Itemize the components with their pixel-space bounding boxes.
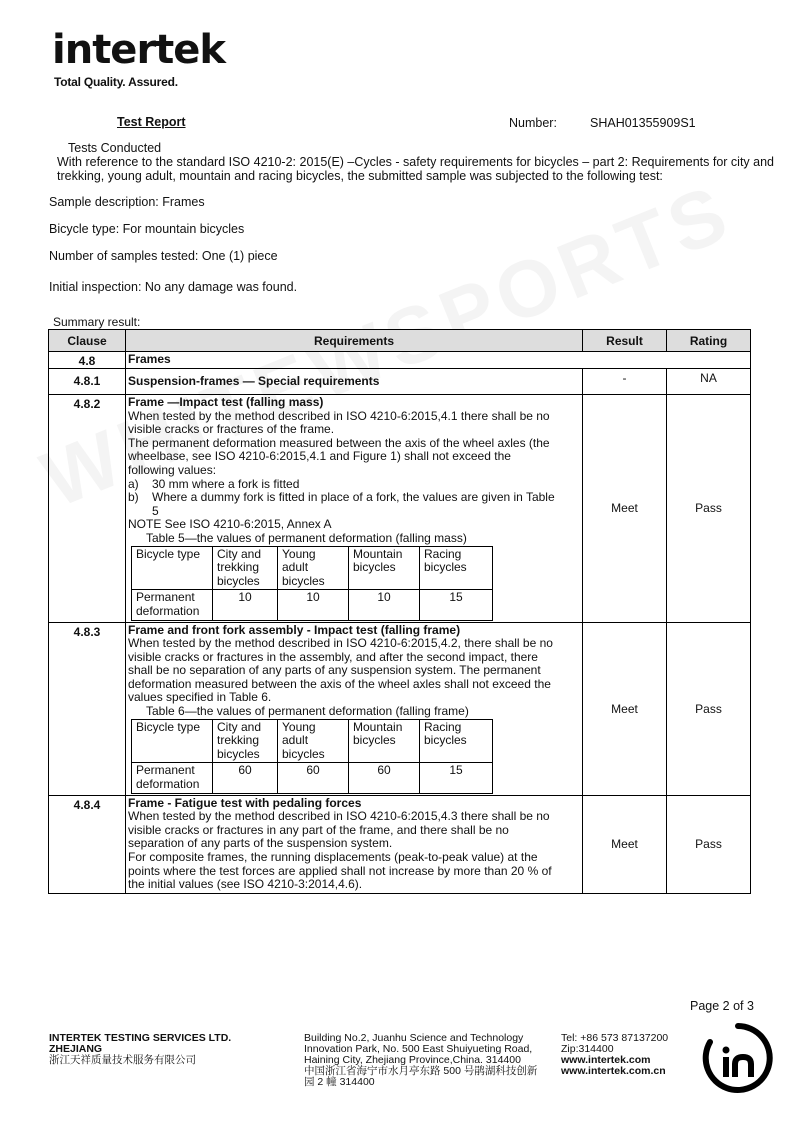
requirement-cell	[126, 395, 583, 623]
list-text: 30 mm where a fork is fitted	[152, 476, 300, 491]
intertek-emblem-icon	[700, 1020, 776, 1096]
table-caption: Table 6—the values of permanent deformation (falling frame)	[146, 704, 469, 719]
footer-tel: Tel: +86 573 87137200	[561, 1032, 669, 1044]
table-row	[49, 622, 751, 795]
requirement-text: values specified in Table 6.	[128, 690, 272, 705]
inner-value-cell: 60	[349, 763, 420, 793]
footer-company-line2: ZHEJIANG	[49, 1043, 103, 1055]
requirement-text: following values:	[128, 462, 217, 477]
result-cell: Meet	[583, 622, 667, 795]
inner-row-label: Permanent deformation	[132, 590, 213, 620]
inner-value-cell: 10	[278, 590, 349, 620]
footer-address-1: Building No.2, Juanhu Science and Technology	[304, 1032, 524, 1044]
initial-inspection: Initial inspection: No any damage was found.	[49, 280, 298, 294]
inner-value-row	[132, 590, 493, 620]
clause-header: Clause	[49, 330, 126, 352]
summary-label: Summary result:	[53, 315, 141, 329]
requirement-text: For composite frames, the running displacements (peak-to-peak value) at the	[128, 850, 538, 864]
report-title: Test Report	[117, 115, 186, 129]
requirement-title: Frame and front fork assembly - Impact test (falling frame)	[128, 622, 461, 637]
note-text: NOTE See ISO 4210-6:2015, Annex A	[128, 517, 332, 532]
inner-header-cell: Young adult bicycles	[278, 719, 349, 763]
requirement-title: Frame - Fatigue test with pedaling forces	[128, 795, 362, 810]
inner-header-cell: Bicycle type	[132, 719, 213, 763]
requirement-text: visible cracks or fractures of the frame.	[128, 422, 335, 437]
clause-cell: 4.8.3	[49, 622, 126, 795]
footer-zip: Zip:314400	[561, 1043, 614, 1055]
list-item	[128, 478, 580, 492]
requirement-text: When tested by the method described in ISO 4210-6:2015,4.2, there shall be no	[128, 636, 553, 651]
table-row	[49, 352, 751, 369]
requirements-header: Requirements	[126, 330, 583, 352]
footer-website-cn: www.intertek.com.cn	[561, 1065, 666, 1077]
list-text: Where a dummy fork is fitted in place of a fork, the values are given in Table	[152, 490, 555, 505]
bicycle-type: Bicycle type: For mountain bicycles	[49, 222, 245, 236]
rating-cell: Pass	[667, 795, 751, 893]
requirement-text: When tested by the method described in ISO 4210-6:2015,4.1 there shall be no	[128, 408, 550, 423]
inner-header-cell: Mountain bicycles	[349, 719, 420, 763]
footer-website: www.intertek.com	[561, 1054, 651, 1066]
inner-value-cell: 60	[278, 763, 349, 793]
inner-value-cell: 15	[420, 763, 493, 793]
requirement-text: the initial values (see ISO 4210-3:2014,4.6).	[128, 877, 363, 892]
requirement-text: visible cracks or fractures in any part of the frame, and there shall be no	[128, 822, 509, 837]
inner-value-cell: 10	[349, 590, 420, 620]
result-cell: Meet	[583, 795, 667, 893]
number-label: Number:	[509, 116, 557, 130]
number-of-samples: Number of samples tested: One (1) piece	[49, 249, 278, 263]
footer-company-cn: 浙江天祥质量技术服务有限公司	[49, 1054, 196, 1066]
report-number: SHAH01355909S1	[590, 116, 696, 130]
inner-row-label: Permanent deformation	[132, 763, 213, 793]
footer-address-2: Innovation Park, No. 500 East Shuiyueting Road,	[304, 1043, 533, 1055]
sample-description: Sample description: Frames	[49, 195, 205, 209]
deformation-table	[131, 546, 493, 621]
footer-company: INTERTEK TESTING SERVICES LTD.	[49, 1032, 232, 1044]
list-text-continued: 5	[152, 503, 159, 518]
rating-cell: Pass	[667, 622, 751, 795]
requirement-text: deformation measured between the axis of the wheel axles shall not exceed the	[128, 676, 551, 691]
table-caption: Table 5—the values of permanent deformation (falling mass)	[146, 530, 467, 545]
section-title	[126, 352, 751, 369]
table-row	[49, 795, 751, 893]
intertek-logo: intertek	[52, 27, 226, 73]
clause-cell: 4.8.2	[49, 395, 126, 623]
requirement-text: shall be no separation of any parts of any suspension system. The permanent	[128, 663, 541, 678]
summary-table	[48, 329, 751, 894]
footer-address-3: Haining City, Zhejiang Province,China. 314400	[304, 1054, 521, 1066]
clause-cell: 4.8	[49, 352, 126, 369]
inner-header-cell: Bicycle type	[132, 546, 213, 590]
deformation-table	[131, 719, 493, 794]
inner-value-cell: 10	[213, 590, 278, 620]
requirement-text: separation of any parts of the suspension system.	[128, 836, 393, 851]
rating-cell: Pass	[667, 395, 751, 623]
logo-tagline: Total Quality. Assured.	[54, 75, 178, 89]
requirement-text: visible cracks or fractures in the assembly, and after the second impact, there	[128, 649, 538, 664]
requirement-title: Frame —Impact test (falling mass)	[128, 395, 324, 409]
requirement-text: points where the test forces are applied shall not increase by more than 20 % of	[128, 863, 552, 878]
frames-title: Frames	[128, 352, 171, 366]
summary-header-row	[49, 330, 751, 352]
result-cell: Meet	[583, 395, 667, 623]
inner-value-cell: 15	[420, 590, 493, 620]
rating-header: Rating	[667, 330, 751, 352]
table-row	[49, 395, 751, 623]
requirement-cell	[126, 795, 583, 893]
list-marker: b)	[128, 490, 139, 505]
rating-cell: NA	[667, 369, 751, 395]
result-header: Result	[583, 330, 667, 352]
inner-header-cell: Mountain bicycles	[349, 546, 420, 590]
result-cell: -	[583, 369, 667, 395]
inner-header-row	[132, 546, 493, 590]
inner-header-cell: Racing bicycles	[420, 719, 493, 763]
inner-header-cell: City and trekking bicycles	[213, 719, 278, 763]
inner-header-row	[132, 719, 493, 763]
inner-value-cell: 60	[213, 763, 278, 793]
inner-value-row	[132, 763, 493, 793]
intro-line-2: trekking, young adult, mountain and racing bicycles, the submitted sample was subjected to the following test:	[57, 169, 663, 183]
requirement-title: Suspension-frames — Special requirements	[126, 369, 583, 395]
tests-conducted-heading: Tests Conducted	[68, 141, 162, 155]
table-row	[49, 369, 751, 395]
requirement-cell	[126, 622, 583, 795]
requirement-text: When tested by the method described in ISO 4210-6:2015,4.3 there shall be no	[128, 809, 550, 824]
clause-cell: 4.8.4	[49, 795, 126, 893]
inner-header-cell: Young adult bicycles	[278, 546, 349, 590]
inner-header-cell: Racing bicycles	[420, 546, 493, 590]
inner-header-cell: City and trekking bicycles	[213, 546, 278, 590]
list-item	[128, 491, 580, 505]
page-number: Page 2 of 3	[690, 999, 754, 1013]
footer-address-4: 中国浙江省海宁市水月亭东路 500 号鹃湖科技创新	[304, 1065, 538, 1077]
footer-address-5: 园 2 幢 314400	[304, 1076, 375, 1088]
requirement-text: wheelbase, see ISO 4210-6:2015,4.1 and Figure 1) shall not exceed the	[128, 449, 511, 464]
list-marker: a)	[128, 476, 139, 491]
requirement-text: The permanent deformation measured between the axis of the wheel axles (the	[128, 435, 550, 450]
intro-line-1: With reference to the standard ISO 4210-2: 2015(E) –Cycles - safety requirements for bicycles – part 2: Requirements for city and	[57, 155, 774, 169]
clause-cell: 4.8.1	[49, 369, 126, 395]
